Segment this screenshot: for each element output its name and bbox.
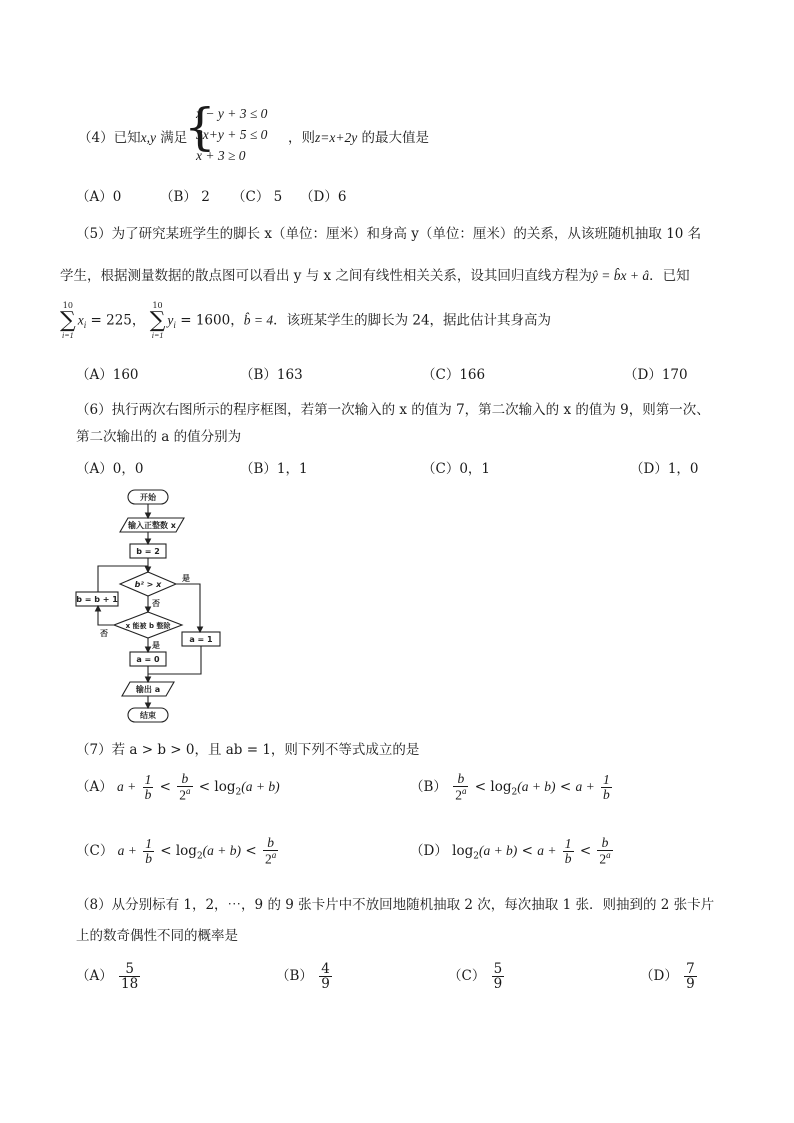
lt-sign: < [245,842,257,859]
log-arg: (a + b) [202,842,242,858]
frac-den-exp: a [271,850,277,861]
frac-num: 5 [493,961,503,977]
q7-frac-b-over-2a [453,772,468,803]
frac-den [453,786,468,803]
q4-cond: 满足 [155,130,188,146]
q5-option-a: （A）160 [76,367,139,383]
flow-end-label: 结束 [140,711,156,720]
q8-line-2: 上的数奇偶性不同的概率是 [76,928,238,944]
frac-num: 1 [145,835,152,851]
q5-line2-end: ．已知 [649,268,690,284]
q7-a-term: a + [117,778,137,794]
q7-option-c-label: （C） [76,842,114,859]
q5-option-c: （C）166 [422,367,486,383]
frac-num: 1 [603,771,610,787]
q8-option-b [276,962,334,991]
flow-start-label: 开始 [140,493,156,502]
q5-sum-y-upper: 10 [152,301,163,310]
lt-sign: < [160,842,172,859]
flow-a0-label: a = 0 [136,655,160,664]
frac-den-exp: a [186,786,191,797]
q4-vars: x,y [140,130,156,145]
lt-sign: < [159,778,171,795]
q8-option-b-frac [319,962,332,991]
q7-option-a [76,772,280,803]
frac-den: b [145,850,152,866]
q5-sum-x [60,302,76,340]
q5-option-b: （B）163 [240,367,303,383]
q5-sum-y-value: = 1600， [175,312,244,329]
q8-option-a [76,962,142,991]
q5-line-1: （5）为了研究某班学生的脚长 x（单位：厘米）和身高 y（单位：厘米）的关系，从该班随机抽取 10 名 [76,226,702,242]
flow-no1-label: 否 [152,599,160,608]
flowchart [70,484,230,734]
q4-tail [288,126,429,146]
q6-option-a: （A）0，0 [76,461,144,477]
q6-option-b: （B）1，1 [240,461,308,477]
q7-option-b [410,772,614,803]
log-arg: (a + b) [478,842,518,858]
frac-den: 9 [321,976,330,993]
lt-sign: < [521,842,533,859]
frac-den: 18 [121,976,139,993]
frac-num: b [181,771,189,786]
q5-sum-y [150,302,166,340]
q5-line2-text: 学生，根据测量数据的散点图可以看出 y 与 x 之间有线性相关关系，设其回归直线方程为 [60,268,592,284]
q4-option-a: （A）0 [76,189,122,205]
q7-option-d-label: （D） [410,842,448,859]
flow-yes1-label: 是 [182,574,190,583]
q5-y: y [167,312,174,328]
flow-inc-label: b = b + 1 [76,595,118,604]
q7-frac-b-over-2a [597,836,612,867]
q8-option-a-frac [119,962,140,991]
frac-den-base: 2 [264,851,272,867]
q8-option-d [640,962,699,991]
frac-num: 1 [564,835,572,851]
q4-ineq-2: 3x+y + 5 ≤ 0 [196,127,268,142]
frac-den-base: 2 [455,787,462,803]
q5-regression-equation: ŷ = b̂x + â [591,268,650,283]
q7-a-term: a + [575,778,595,794]
q4-ineq-3: x + 3 ≥ 0 [196,148,246,163]
frac-num: b [457,771,465,786]
flow-yes2-label: 是 [152,641,160,650]
frac-num: b [267,835,274,850]
q5-b-hat: b̂ = 4 [243,312,274,328]
q8-option-c-frac [492,962,505,991]
q7-frac-1-over-b [601,773,612,802]
lt-sign: < [579,842,592,859]
q5-line-2 [60,264,690,284]
frac-den-exp: a [606,850,611,861]
flow-input-label: 输入正整数 x [128,521,176,530]
q8-option-c-label: （C） [448,968,486,985]
q5-sum-y-lower: i=1 [151,331,164,340]
q6-line-1: （6）执行两次右图所示的程序框图，若第一次输入的 x 的值为 7，第二次输入的 x 的值为 9，则第一次、 [76,402,710,418]
q4-expr: z=x+2y [315,130,358,145]
flow-output-label: 输出 a [135,685,161,694]
q4-option-b: （B） 2 [160,189,210,205]
q8-option-d-label: （D） [640,968,678,985]
q4-option-d: （D）6 [300,189,347,205]
q7-option-a-label: （A） [76,778,113,795]
log-arg: (a + b) [517,778,556,794]
q6-option-c: （C）0，1 [422,461,491,477]
lt-sign: < [474,778,487,795]
log-arg: (a + b) [241,778,280,794]
frac-den [597,850,612,867]
q5-sum-x-upper: 10 [62,301,73,310]
q6-option-d: （D）1，0 [630,461,699,477]
q8-option-b-label: （B） [276,968,313,985]
q8-option-d-frac [684,962,697,991]
q7-a-term: a + [537,842,557,858]
q4-brace: { [184,98,216,156]
q7-frac-b-over-2a [263,836,278,867]
frac-den [263,850,278,867]
q4-option-c: （C） 5 [232,189,283,205]
q5-sum-x-value: = 225， [86,312,146,329]
sigma-icon: ∑ [60,308,76,333]
log-text: log [175,842,197,859]
log-text: log [214,778,236,795]
q6-line-2: 第二次输出的 a 的值分别为 [76,429,242,445]
frac-den [177,786,192,803]
flow-a1-label: a = 1 [189,635,213,644]
frac-den: 9 [493,976,503,993]
flow-cond2-label: x 能被 b 整除 [125,622,171,630]
q7-frac-b-over-2a [177,772,192,803]
log-base: 2 [196,851,203,862]
q7-frac-1-over-b [143,837,154,866]
q4-stem [78,126,187,146]
lt-sign: < [559,778,572,795]
log-base: 2 [235,787,242,798]
sigma-icon: ∑ [149,308,166,333]
q5-option-d: （D）170 [624,367,688,383]
log-base: 2 [511,787,518,798]
q5-x-sub: i [83,320,87,331]
frac-den: 9 [686,976,695,993]
frac-den-base: 2 [179,787,186,803]
frac-den-exp: a [461,786,467,797]
q7-option-b-label: （B） [410,778,447,795]
q5-x: x [77,312,84,328]
frac-den: b [564,850,572,866]
q7-option-c [76,836,280,867]
log-text: log [490,778,512,795]
q8-option-c [448,962,506,991]
q5-y-sub: i [173,320,176,331]
flow-init-label: b = 2 [136,547,160,556]
q5-sum-x-lower: i=1 [62,331,74,340]
frac-num: 5 [125,961,134,977]
frac-den: b [603,786,610,802]
frac-num: 1 [144,771,152,787]
lt-sign: < [198,778,211,795]
log-base: 2 [473,851,479,862]
flow-cond1-label: b² > x [134,580,162,589]
q4-lead: （4）已知 [78,130,141,146]
q5-line-3 [60,302,551,340]
q7-a-term: a + [117,842,137,858]
q7-frac-1-over-b [143,773,154,802]
q8-line-1: （8）从分别标有 1，2，⋯，9 的 9 张卡片中不放回地随机抽取 2 次，每次抽取 1 张．则抽到的 2 张卡片 [76,897,715,913]
log-text: log [452,842,474,859]
frac-den: b [144,786,152,802]
frac-den-base: 2 [599,851,607,867]
frac-num: b [601,835,609,850]
q4-tail1: ，则 [288,130,315,146]
q7-frac-1-over-b [563,837,574,866]
q4-ineq-1: x − y + 3 ≤ 0 [196,106,268,121]
flow-no2-label: 否 [100,629,108,638]
frac-num: 4 [321,961,330,977]
q8-option-a-label: （A） [76,968,113,985]
q7-stem: （7）若 a > b > 0，且 ab = 1，则下列不等式成立的是 [76,742,420,758]
q5-line3-end: ．该班某学生的脚长为 24，据此估计其身高为 [273,312,552,329]
q7-option-d [410,836,615,867]
q4-tail2: 的最大值是 [357,130,430,146]
frac-num: 7 [686,961,695,977]
